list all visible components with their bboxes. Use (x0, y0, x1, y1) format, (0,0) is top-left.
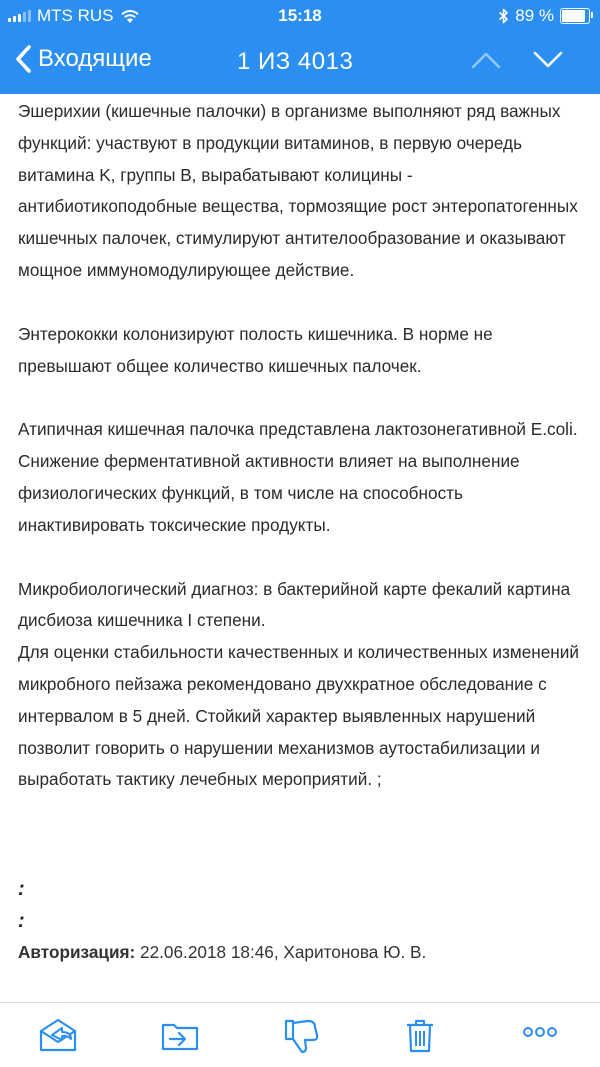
carrier-name: MTS RUS (37, 6, 114, 25)
authorization-value: 22.06.2018 18:46, Харитонова Ю. В. (135, 942, 427, 963)
chevron-left-icon (14, 44, 32, 74)
paragraph-escherichia: Эшерихии (кишечные палочки) в организме выполняют ряд важных функций: участвуют в продукции витаминов, в первую очередь витамина K, группы B, вырабатывают колицины - антибиотикоподобные вещества, тормозящие рост энтеропатогенных кишечных палочек, стимулируют антителообразование и оказывают мощное иммуномодулирующее действие. (18, 101, 578, 280)
back-label: Входящие (38, 45, 152, 72)
chevron-down-icon (532, 48, 564, 72)
battery-percent: 89 % (515, 6, 554, 25)
reply-button[interactable] (38, 1017, 78, 1058)
status-bar (0, 0, 600, 32)
more-button[interactable] (522, 1025, 558, 1044)
move-to-folder-icon (160, 1017, 200, 1053)
paragraph-atypical-ecoli: Атипичная кишечная палочка представлена лактозонегативной E.coli. Снижение ферментативной активности влияет на выполнение физиологических функций, в том числе на способность инактивировать токсические продукты. (18, 419, 578, 535)
separator-mark: : (18, 910, 25, 933)
message-counter: 1 ИЗ 4013 (237, 48, 354, 75)
reply-icon (38, 1017, 78, 1053)
paragraph-diagnosis: Микробиологический диагноз: в бактерийной карте фекалий картина дисбиоза кишечника I степени. (18, 578, 571, 631)
navigation-bar (0, 32, 600, 94)
bottom-toolbar (0, 1002, 600, 1067)
next-message-button[interactable] (532, 48, 564, 77)
paragraph-enterococci: Энтерококки колонизируют полость кишечника. В норме не превышают общее количество кишечных палочек. (18, 323, 493, 376)
battery-icon (560, 8, 590, 24)
top-bar (0, 0, 600, 94)
separator-mark: : (18, 878, 25, 901)
spacer (18, 828, 588, 873)
clock: 15:18 (278, 6, 322, 25)
trash-icon (404, 1017, 436, 1055)
battery-fill (562, 10, 585, 22)
authorization-line (18, 937, 588, 969)
chevron-up-icon (470, 48, 502, 72)
back-button[interactable] (14, 44, 152, 74)
delete-button[interactable] (404, 1017, 436, 1060)
bluetooth-icon (498, 8, 509, 24)
message-body (18, 96, 588, 1002)
authorization-label: Авторизация: (18, 942, 136, 963)
move-to-folder-button[interactable] (160, 1017, 200, 1058)
spam-icon (282, 1017, 322, 1055)
status-right (498, 6, 590, 26)
spam-button[interactable] (282, 1017, 322, 1060)
more-icon (522, 1025, 558, 1039)
paragraph-recommendation: Для оценки стабильности качественных и количественных изменений микробного пейзажа рекомендовано двухкратное обследование с интервалом в 5 дней. Стойкий характер выявленных нарушений позволит говорить о нарушении механизмов аутостабилизации и выработать тактику лечебных мероприятий. ; (18, 642, 580, 790)
previous-message-button[interactable] (470, 48, 502, 77)
